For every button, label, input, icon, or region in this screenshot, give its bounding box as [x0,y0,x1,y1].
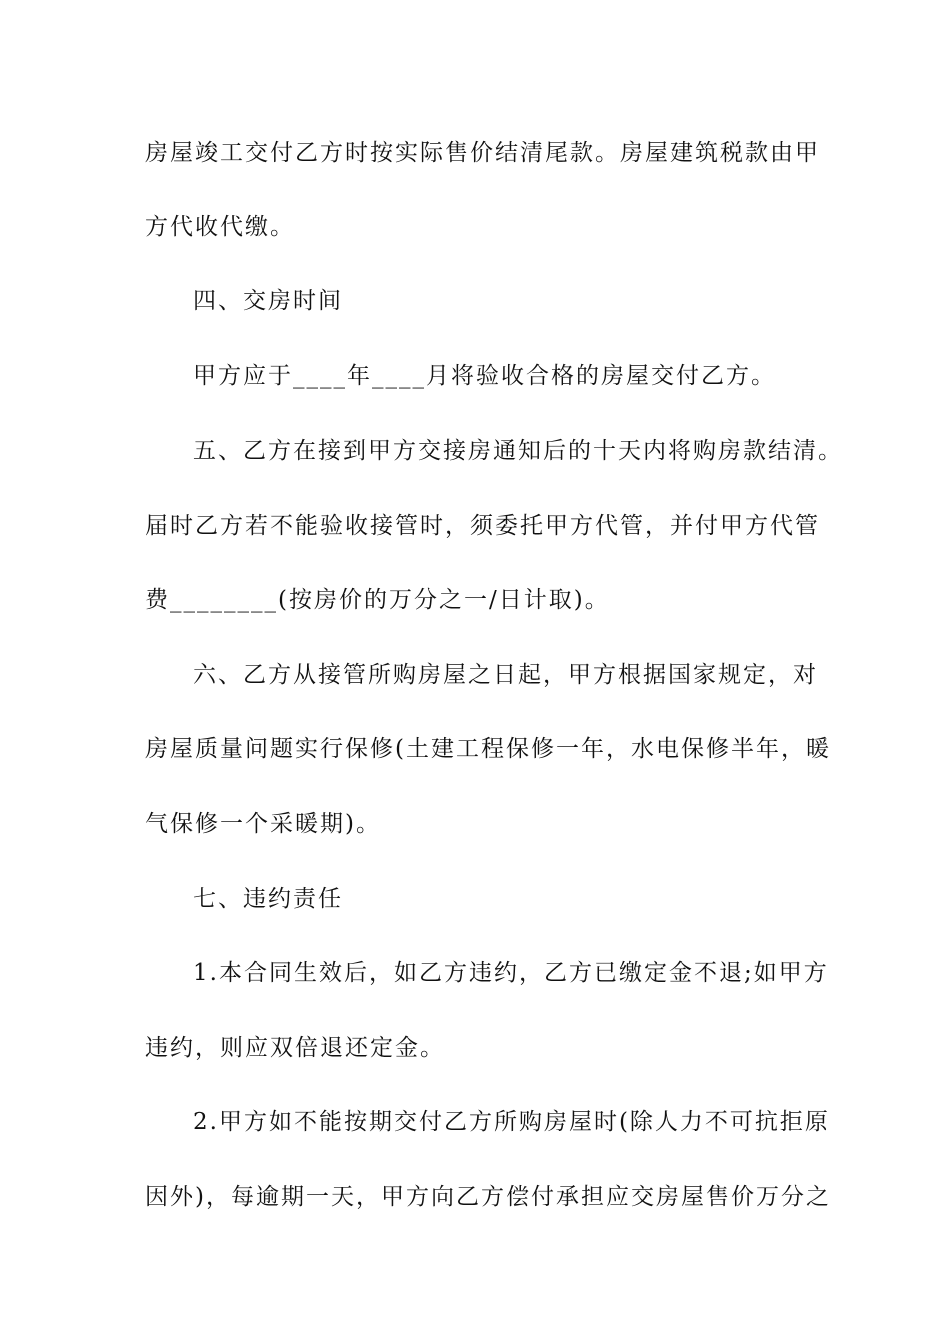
paragraph-line: 方代收代缴。 [145,214,295,240]
section-heading: 六、乙方从接管所购房屋之日起，甲方根据国家规定，对 [193,662,818,688]
paragraph-line: 气保修一个采暖期)。 [145,811,381,837]
section-heading: 五、乙方在接到甲方交接房通知后的十天内将购房款结清。 [193,438,843,464]
section-heading: 四、交房时间 [193,288,343,314]
paragraph-line: 违约，则应双倍退还定金。 [145,1035,445,1061]
paragraph-line: 甲方应于____年____月将验收合格的房屋交付乙方。 [193,363,776,389]
paragraph-line: 费________(按房价的万分之一/日计取)。 [145,587,610,613]
clause-line: 2.甲方如不能按期交付乙方所购房屋时(除人力不可抗拒原 [193,1109,830,1135]
paragraph-line: 房屋竣工交付乙方时按实际售价结清尾款。房屋建筑税款由甲 [145,140,820,166]
paragraph-line: 届时乙方若不能验收接管时，须委托甲方代管，并付甲方代管 [145,513,820,539]
section-heading: 七、违约责任 [193,886,343,912]
paragraph-line: 房屋质量问题实行保修(土建工程保修一年，水电保修半年，暖 [145,736,831,762]
paragraph-line: 因外)，每逾期一天，甲方向乙方偿付承担应交房屋售价万分之 [145,1184,831,1210]
clause-line: 1.本合同生效后，如乙方违约，乙方已缴定金不退;如甲方 [193,960,829,986]
